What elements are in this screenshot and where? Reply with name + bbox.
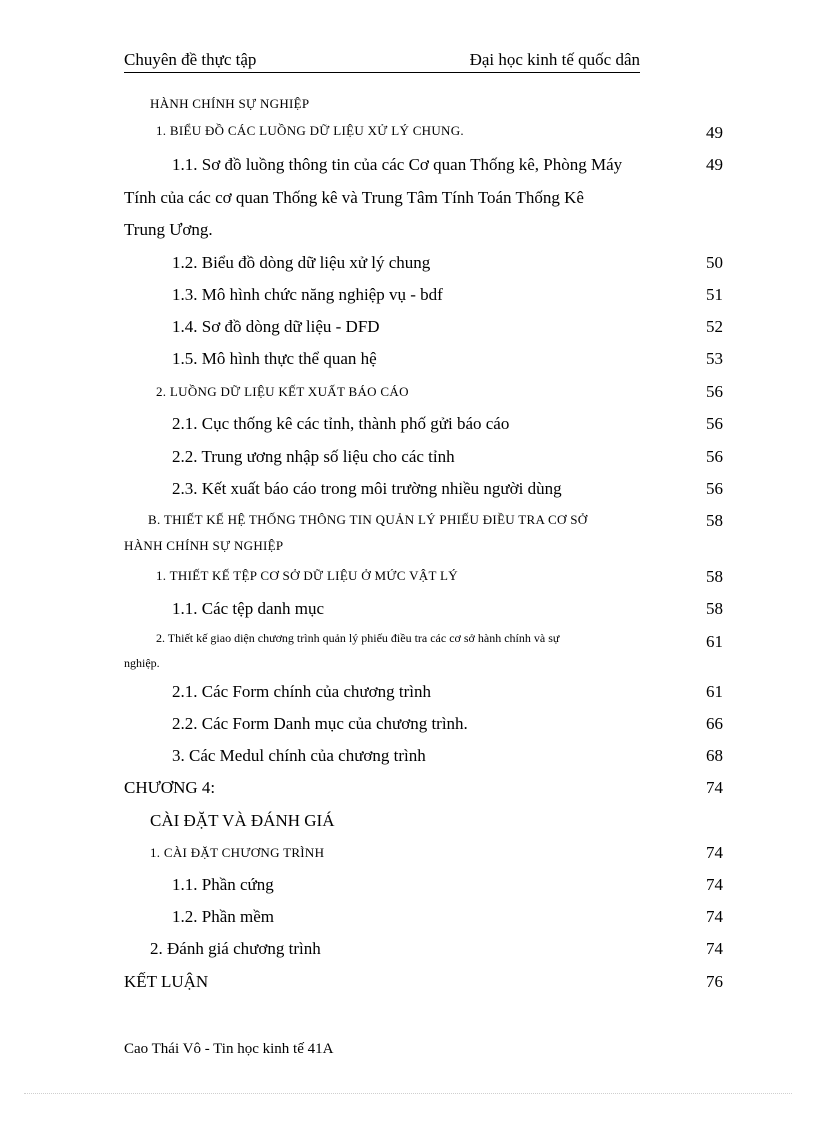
toc-entry-page: 74 [706, 875, 723, 894]
toc-entry-text: HÀNH CHÍNH SỰ NGHIỆP [124, 538, 284, 553]
toc-entry-page: 53 [706, 349, 723, 368]
toc-entry-text: 2.2. Trung ương nhập số liệu cho các tỉnh [172, 447, 455, 466]
toc-entry-text: 1.4. Sơ đồ dòng dữ liệu - DFD [172, 317, 380, 336]
toc-entry-page: 58 [706, 511, 723, 530]
toc-entry-text: 2.2. Các Form Danh mục của chương trình. [172, 714, 468, 733]
toc-entry-text: 2.1. Cục thống kê các tỉnh, thành phố gửi báo cáo [172, 414, 510, 433]
toc-entry-text: CHƯƠNG 4: [124, 778, 216, 797]
toc-entry-text: HÀNH CHÍNH SỰ NGHIỆP [150, 96, 310, 111]
page-bottom-divider [24, 1093, 792, 1094]
toc-entry-text: Trung Ương. [124, 220, 213, 239]
toc-entry-page: 61 [706, 632, 723, 651]
toc-entry-page: 74 [706, 778, 723, 797]
toc-entry-page: 56 [706, 382, 723, 401]
toc-entry-page: 66 [706, 714, 723, 733]
toc-entry-text: 1. THIẾT KẾ TỆP CƠ SỞ DỮ LIỆU Ở MỨC VẬT LÝ [156, 568, 458, 583]
toc-entry-page: 56 [706, 447, 723, 466]
header-left: Chuyên đề thực tập [124, 50, 257, 69]
toc-entry-page: 68 [706, 746, 723, 765]
header-right: Đại học kinh tế quốc dân [469, 50, 640, 69]
toc-entry-text: 1.5. Mô hình thực thể quan hệ [172, 349, 377, 368]
toc-entry-text: Tính của các cơ quan Thống kê và Trung Tâm Tính Toán Thống Kê [124, 188, 584, 207]
toc-entry-text: 2. LUỒNG DỮ LIỆU KẾT XUẤT BÁO CÁO [156, 384, 409, 399]
toc-entry-page: 49 [706, 155, 723, 174]
toc-entry-page: 58 [706, 567, 723, 586]
toc-entry-page: 51 [706, 285, 723, 304]
toc-entry-text: 2.1. Các Form chính của chương trình [172, 682, 431, 701]
toc-entry-text: B. THIẾT KẾ HỆ THỐNG THÔNG TIN QUẢN LÝ PHIẾU ĐIỀU TRA CƠ SỞ [148, 512, 588, 527]
toc-entry-page: 74 [706, 939, 723, 958]
toc-entry-text: 3. Các Medul chính của chương trình [172, 746, 426, 765]
toc-entry-text: 1.2. Biểu đồ dòng dữ liệu xử lý chung [172, 253, 431, 272]
toc-entry-text: nghiệp. [124, 656, 160, 670]
toc-entry-page: 58 [706, 599, 723, 618]
toc-entry-page: 50 [706, 253, 723, 272]
page-footer: Cao Thái Vô - Tin học kinh tế 41A [124, 1041, 334, 1057]
toc-entry-text: 1. BIỂU ĐỒ CÁC LUỒNG DỮ LIỆU XỬ LÝ CHUNG. [156, 123, 464, 138]
toc-entry-page: 56 [706, 414, 723, 433]
toc-entry-text: 2. Thiết kế giao diện chương trình quản lý phiếu điều tra các cơ sở hành chính và sự [156, 631, 560, 645]
toc-entry-page: 56 [706, 479, 723, 498]
toc-entry-text: 1.2. Phần mềm [172, 907, 274, 926]
page-header [124, 50, 640, 73]
toc-entry-text: 1.1. Các tệp danh mục [172, 599, 325, 618]
toc-entry-text: 1.1. Phần cứng [172, 875, 274, 894]
toc-entry-text: 2.3. Kết xuất báo cáo trong môi trường nhiều người dùng [172, 479, 562, 498]
toc-entry-text: KẾT LUẬN [124, 972, 209, 991]
toc-entry-page: 74 [706, 907, 723, 926]
toc-entry-text: 2. Đánh giá chương trình [150, 939, 321, 958]
toc-entry-page: 76 [706, 972, 723, 991]
toc-entry-text: 1.1. Sơ đồ luồng thông tin của các Cơ quan Thống kê, Phòng Máy [172, 155, 623, 174]
toc-entry-text: CÀI ĐẶT VÀ ĐÁNH GIÁ [150, 811, 335, 830]
toc-entry-page: 49 [706, 123, 723, 142]
toc-entry-page: 52 [706, 317, 723, 336]
toc-entry-page: 61 [706, 682, 723, 701]
toc-entry-text: 1. CÀI ĐẶT CHƯƠNG TRÌNH [150, 845, 325, 860]
toc-entry-page: 74 [706, 843, 723, 862]
toc-entry-text: 1.3. Mô hình chức năng nghiệp vụ - bdf [172, 285, 443, 304]
